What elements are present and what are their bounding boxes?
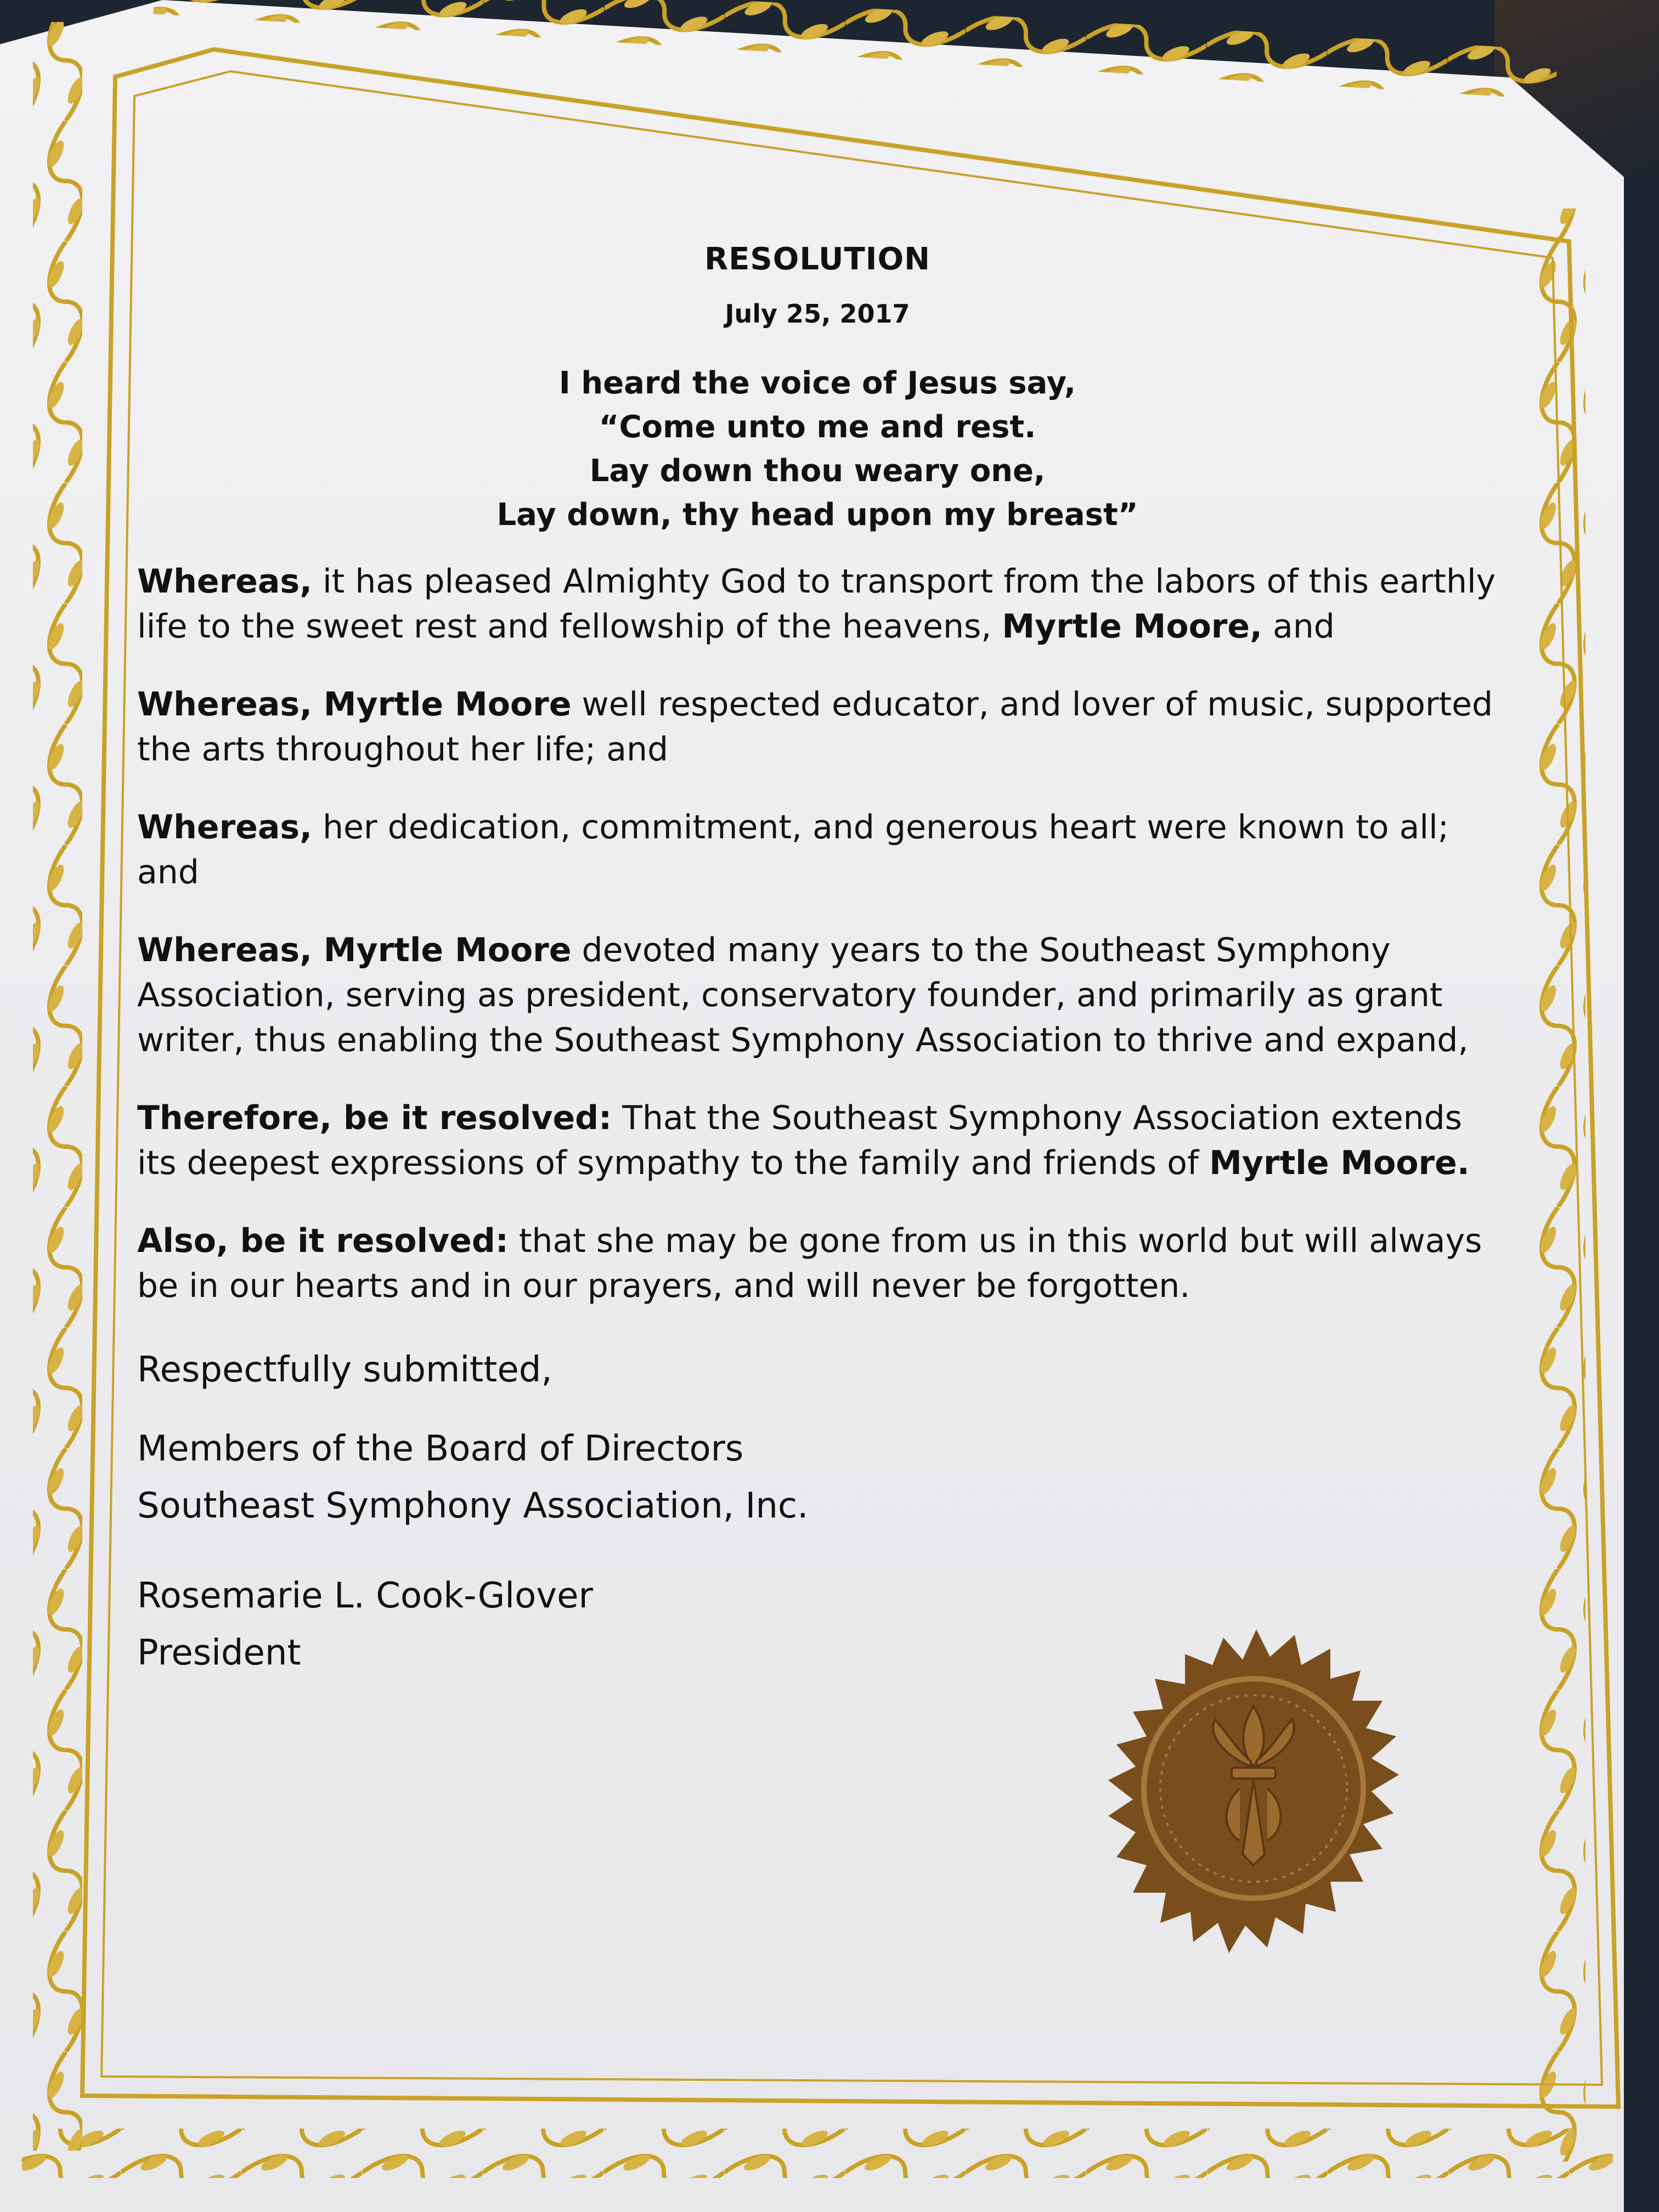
paragraph-name: Myrtle Moore, (1002, 607, 1262, 646)
signatory-name: Rosemarie L. Cook-Glover (137, 1576, 593, 1616)
document-title: RESOLUTION (704, 241, 930, 277)
hymn-verse (137, 362, 1498, 537)
verse-line: “Come unto me and rest. (599, 409, 1036, 445)
verse-line: Lay down, thy head upon my breast” (496, 497, 1138, 533)
paragraph-lead: Also, be it resolved: (137, 1222, 509, 1260)
verse-line: Lay down thou weary one, (589, 453, 1046, 489)
paragraph-text: devoted many years to the Southeast Symphony Association, serving as president, conservatory founder, and primarily as grant writer, thus enabling the Southeast Symphony Association to thrive and expand, (137, 931, 1469, 1059)
paragraph-lead: Whereas, Myrtle Moore (137, 931, 572, 969)
signers-line-2: Southeast Symphony Association, Inc. (137, 1486, 809, 1526)
gold-foil-seal-icon (1086, 1624, 1426, 1975)
signatory-title: President (137, 1633, 301, 1673)
paragraph-lead: Whereas, (137, 562, 312, 601)
therefore-paragraph (137, 1096, 1498, 1186)
signers-line-1: Members of the Board of Directors (137, 1429, 744, 1469)
also-paragraph (137, 1218, 1498, 1308)
paragraph-lead: Whereas, Myrtle Moore (137, 685, 572, 724)
paragraph-lead: Therefore, be it resolved: (137, 1099, 612, 1137)
paragraph-lead: Whereas, (137, 808, 312, 847)
whereas-paragraph-1 (137, 559, 1498, 649)
paragraph-text: and (1262, 607, 1335, 646)
paragraph-text: That the Southeast Symphony Association extends its deepest expressions of sympathy to the family and friends of (137, 1099, 1463, 1182)
document-date: July 25, 2017 (725, 299, 910, 329)
paragraph-text: it has pleased Almighty God to transport from the labors of this earthly life to the sweet rest and fellowship of the heavens, (137, 562, 1496, 646)
paragraph-text: well respected educator, and lover of music, supported the arts throughout her life; and (137, 685, 1493, 769)
paragraph-text: that she may be gone from us in this world but will always be in our hearts and in our prayers, and will never be forgotten. (137, 1222, 1482, 1305)
verse-line: I heard the voice of Jesus say, (558, 365, 1076, 401)
closing-line: Respectfully submitted, (137, 1350, 552, 1390)
whereas-paragraph-4 (137, 928, 1498, 1063)
paragraph-text: her dedication, commitment, and generous heart were known to all; and (137, 808, 1449, 891)
whereas-paragraph-2 (137, 682, 1498, 772)
paragraph-name: Myrtle Moore. (1209, 1144, 1470, 1182)
whereas-paragraph-3 (137, 805, 1498, 895)
